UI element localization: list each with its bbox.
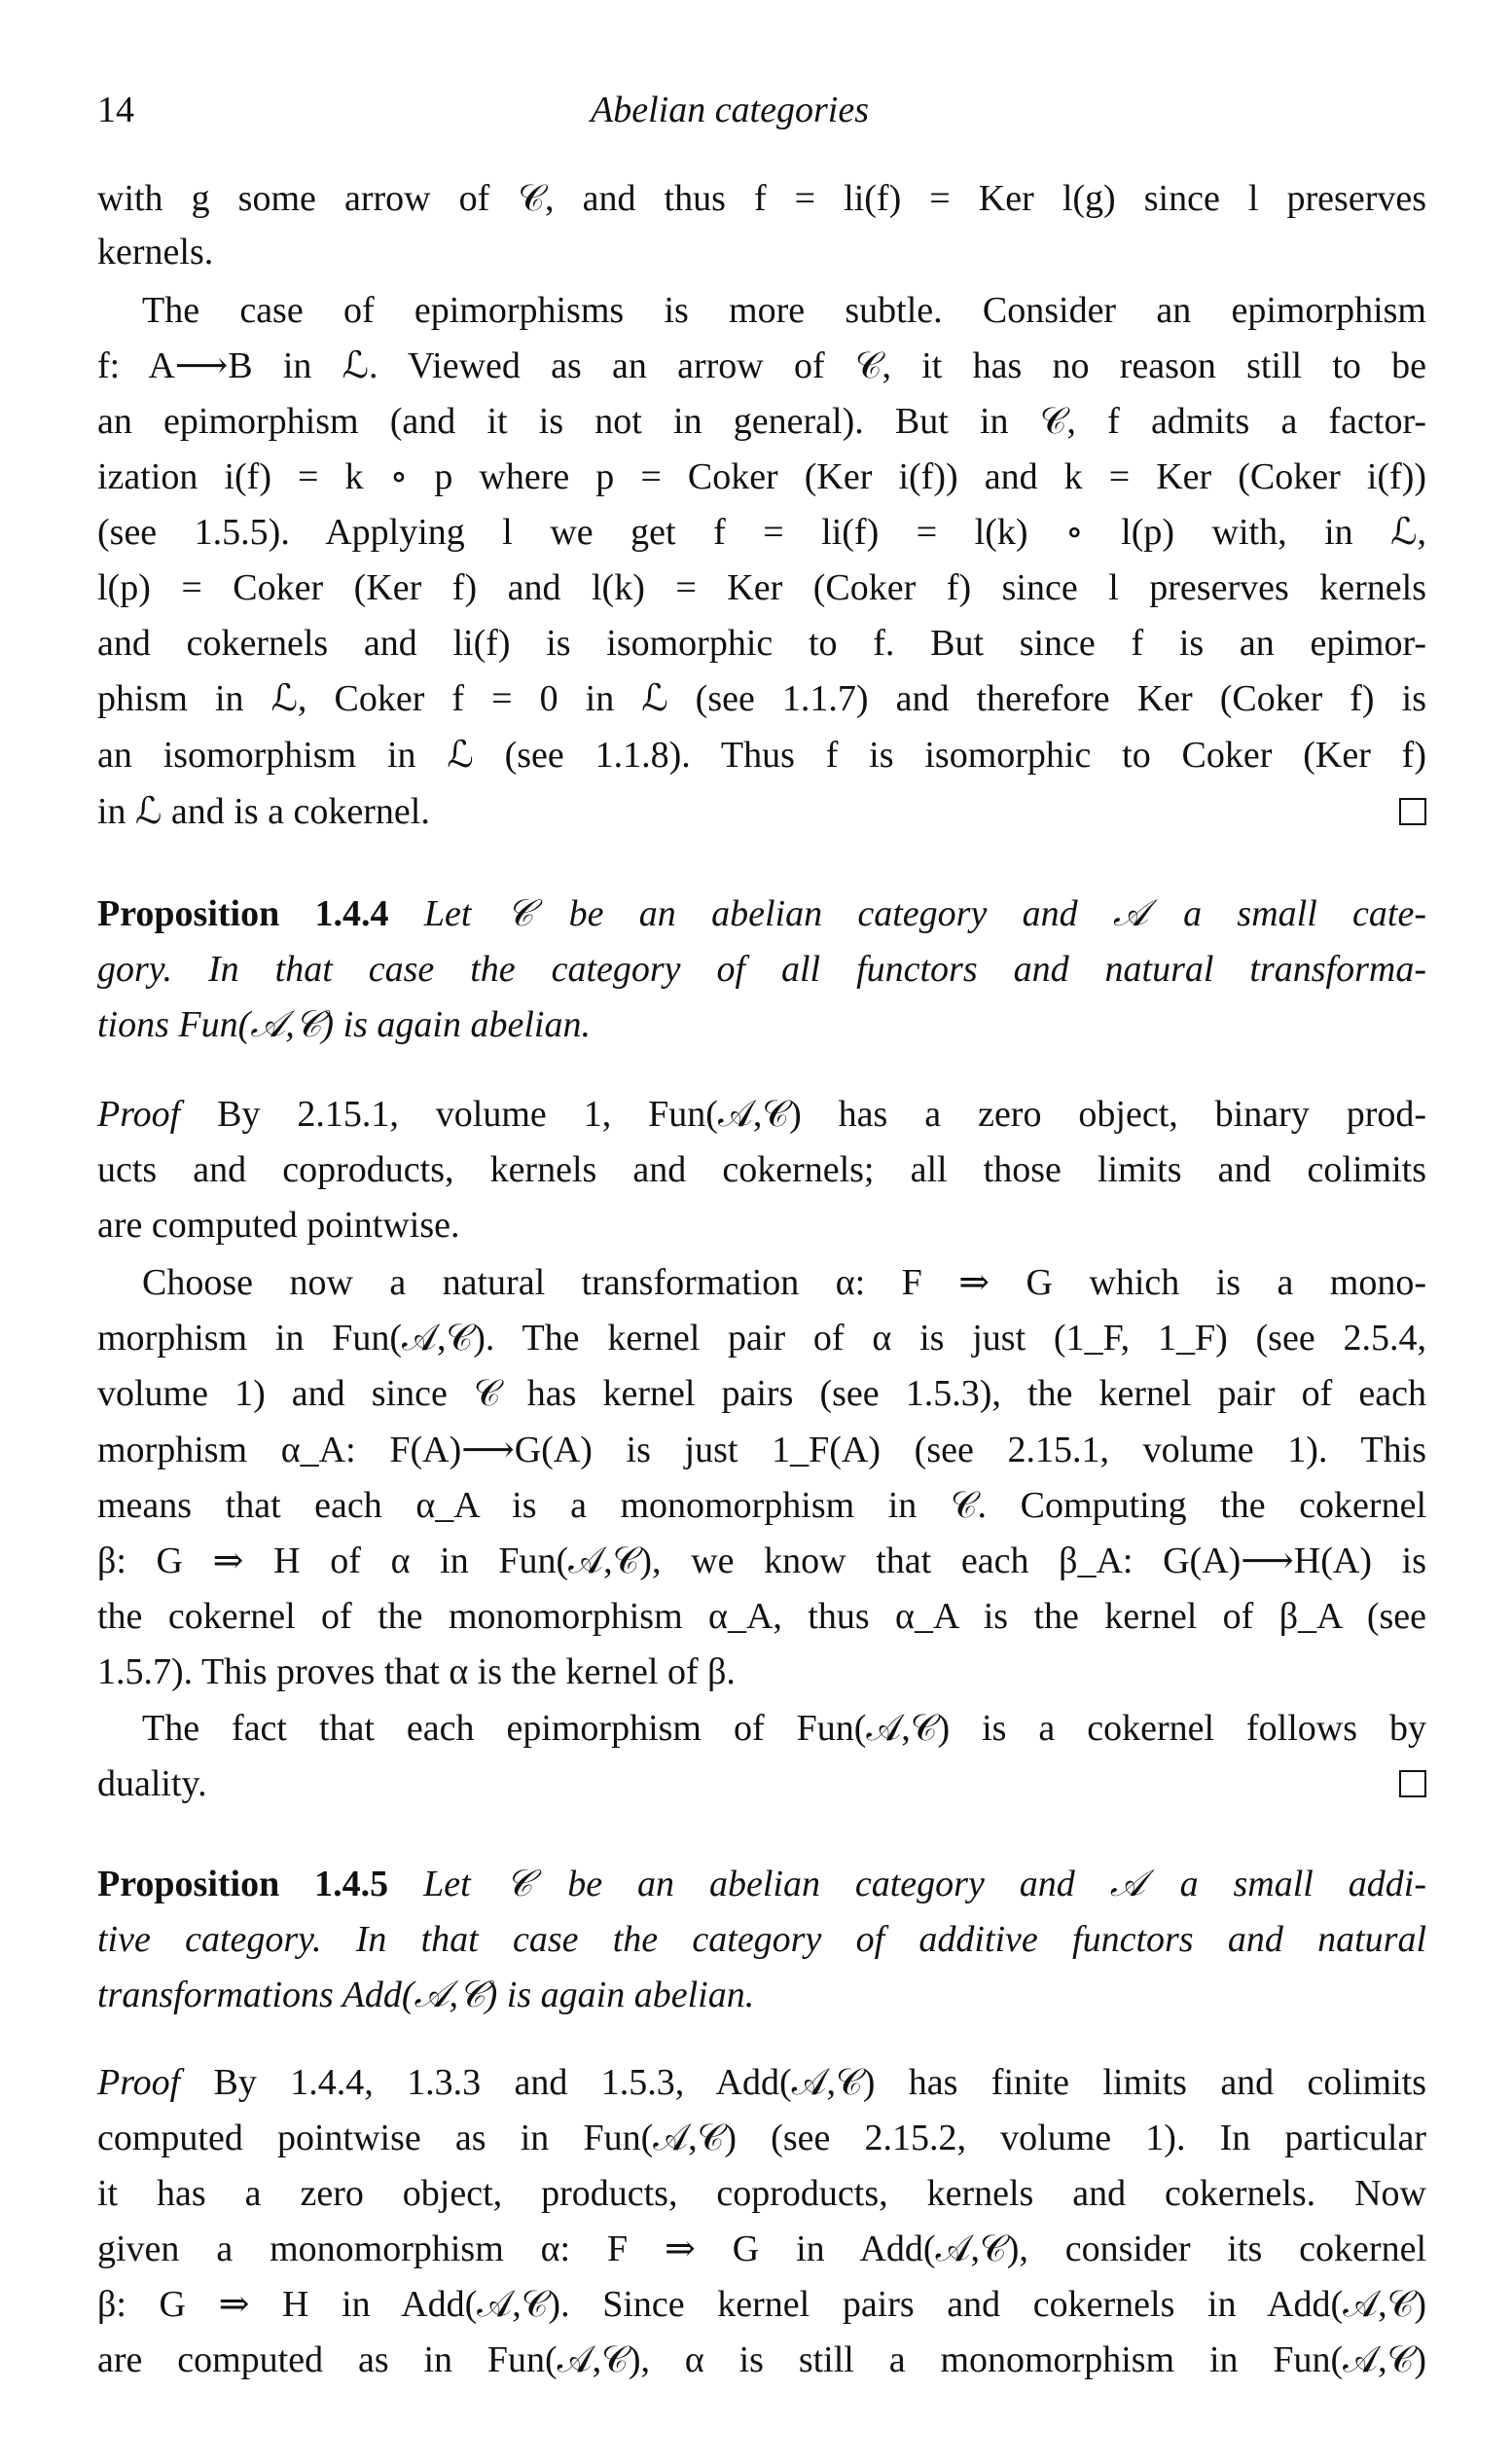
- line-text: the cokernel of the monomorphism α_A, thus α_A is the kernel of β_A (see: [97, 1596, 1426, 1637]
- text-line: [97, 1093, 1426, 1136]
- line-text: By 1.4.4, 1.3.3 and 1.5.3, Add(𝒜,𝒞) has finite limits and colimits: [213, 2062, 1427, 2103]
- text-line: [97, 177, 1426, 220]
- line-text: (see 1.5.5). Applying l we get f = li(f) = l(k) ∘ l(p) with, in ℒ,: [97, 512, 1426, 553]
- section-label: Proof: [97, 2062, 181, 2103]
- line-text: in ℒ and is a cokernel.: [97, 791, 430, 832]
- text-line: [97, 231, 1426, 273]
- line-text: and cokernels and li(f) is isomorphic to f. But since f is an epimor-: [97, 623, 1426, 664]
- line-text: l(p) = Coker (Ker f) and l(k) = Ker (Coker f) since l preserves kernels: [97, 567, 1426, 608]
- line-text: β: G ⇒ H of α in Fun(𝒜,𝒞), we know that each β_A: G(A)⟶H(A) is: [97, 1540, 1426, 1581]
- text-line: [97, 677, 1426, 720]
- text-line: [97, 344, 1426, 387]
- text-line: [97, 1372, 1426, 1415]
- line-text: are computed as in Fun(𝒜,𝒞), α is still a monomorphism in Fun(𝒜,𝒞): [97, 2339, 1426, 2380]
- text-line: [97, 734, 1426, 777]
- text-line: [97, 2172, 1426, 2215]
- section-label: Proposition 1.4.5: [97, 1864, 389, 1904]
- line-text: duality.: [97, 1763, 207, 1804]
- line-text: The fact that each epimorphism of Fun(𝒜,𝒞) is a cokernel follows by: [142, 1708, 1426, 1749]
- text-line: [97, 2061, 1426, 2104]
- line-text: Choose now a natural transformation α: F ⇒ G which is a mono-: [142, 1262, 1426, 1303]
- line-text: morphism α_A: F(A)⟶G(A) is just 1_F(A) (see 2.15.1, volume 1). This: [97, 1430, 1426, 1470]
- line-text: Let 𝒞 be an abelian category and 𝒜 a small cate-: [423, 893, 1427, 934]
- line-text: By 2.15.1, volume 1, Fun(𝒜,𝒞) has a zero object, binary prod-: [217, 1094, 1427, 1135]
- line-text: with g some arrow of 𝒞, and thus f = li(f) = Ker l(g) since l preserves: [97, 178, 1426, 219]
- line-text: computed pointwise as in Fun(𝒜,𝒞) (see 2.15.2, volume 1). In particular: [97, 2118, 1426, 2158]
- qed-square-icon: [1399, 798, 1426, 825]
- text-line: [97, 455, 1426, 498]
- line-text: tive category. In that case the category of additive functors and natural: [97, 1919, 1426, 1960]
- line-text: given a monomorphism α: F ⇒ G in Add(𝒜,𝒞), consider its cokernel: [97, 2228, 1426, 2269]
- text-line: [97, 1974, 1426, 2016]
- line-text: morphism in Fun(𝒜,𝒞). The kernel pair of α is just (1_F, 1_F) (see 2.5.4,: [97, 1318, 1426, 1359]
- running-title: Abelian categories: [591, 90, 869, 130]
- text-line: [97, 1429, 1426, 1471]
- text-line: [97, 1918, 1426, 1961]
- line-text: are computed pointwise.: [97, 1205, 460, 1246]
- text-line: [97, 948, 1426, 991]
- text-line: [97, 1317, 1426, 1359]
- text-line: [97, 400, 1426, 443]
- text-line: [97, 1595, 1426, 1638]
- text-line: [97, 1540, 1426, 1582]
- text-line: [97, 1204, 1426, 1247]
- text-line: [142, 1261, 1426, 1304]
- line-text: means that each α_A is a monomorphism in 𝒞. Computing the cokernel: [97, 1485, 1426, 1526]
- line-text: tions Fun(𝒜,𝒞) is again abelian.: [97, 1004, 591, 1045]
- line-text: ization i(f) = k ∘ p where p = Coker (Ker i(f)) and k = Ker (Coker i(f)): [97, 456, 1426, 497]
- line-text: Let 𝒞 be an abelian category and 𝒜 a small addi-: [423, 1864, 1427, 1904]
- text-line: [97, 1762, 1426, 1805]
- text-line: [97, 566, 1426, 609]
- line-text: f: A⟶B in ℒ. Viewed as an arrow of 𝒞, it has no reason still to be: [97, 345, 1426, 386]
- line-text: ucts and coproducts, kernels and cokernels; all those limits and colimits: [97, 1149, 1426, 1190]
- line-text: an isomorphism in ℒ (see 1.1.8). Thus f is isomorphic to Coker (Ker f): [97, 735, 1426, 776]
- text-line: [97, 2283, 1426, 2326]
- line-text: transformations Add(𝒜,𝒞) is again abelian.: [97, 1975, 755, 2015]
- line-text: β: G ⇒ H in Add(𝒜,𝒞). Since kernel pairs and cokernels in Add(𝒜,𝒞): [97, 2284, 1426, 2325]
- section-label: Proposition 1.4.4: [97, 893, 389, 934]
- line-text: The case of epimorphisms is more subtle. Consider an epimorphism: [142, 290, 1426, 331]
- line-text: gory. In that case the category of all functors and natural transforma-: [97, 949, 1426, 990]
- line-text: an epimorphism (and it is not in general). But in 𝒞, f admits a factor-: [97, 401, 1426, 442]
- text-line: [97, 1650, 1426, 1693]
- text-line: [97, 1003, 1426, 1046]
- text-line: [97, 1484, 1426, 1527]
- line-text: kernels.: [97, 232, 214, 272]
- page-number: 14: [97, 90, 134, 130]
- line-text: volume 1) and since 𝒞 has kernel pairs (see 1.5.3), the kernel pair of each: [97, 1373, 1426, 1414]
- text-line: [97, 511, 1426, 554]
- text-line: [97, 2338, 1426, 2381]
- text-line: [97, 1148, 1426, 1191]
- line-text: it has a zero object, products, coproducts, kernels and cokernels. Now: [97, 2173, 1426, 2214]
- text-line: [97, 1863, 1426, 1905]
- text-line: [97, 2117, 1426, 2159]
- text-line: [142, 289, 1426, 332]
- text-line: [97, 622, 1426, 665]
- line-text: phism in ℒ, Coker f = 0 in ℒ (see 1.1.7) and therefore Ker (Coker f) is: [97, 678, 1426, 719]
- text-line: [97, 892, 1426, 935]
- qed-square-icon: [1399, 1770, 1426, 1797]
- text-line: [142, 1707, 1426, 1750]
- section-label: Proof: [97, 1094, 181, 1135]
- text-line: [97, 790, 1426, 833]
- text-line: [97, 2228, 1426, 2270]
- line-text: 1.5.7). This proves that α is the kernel of β.: [97, 1651, 736, 1692]
